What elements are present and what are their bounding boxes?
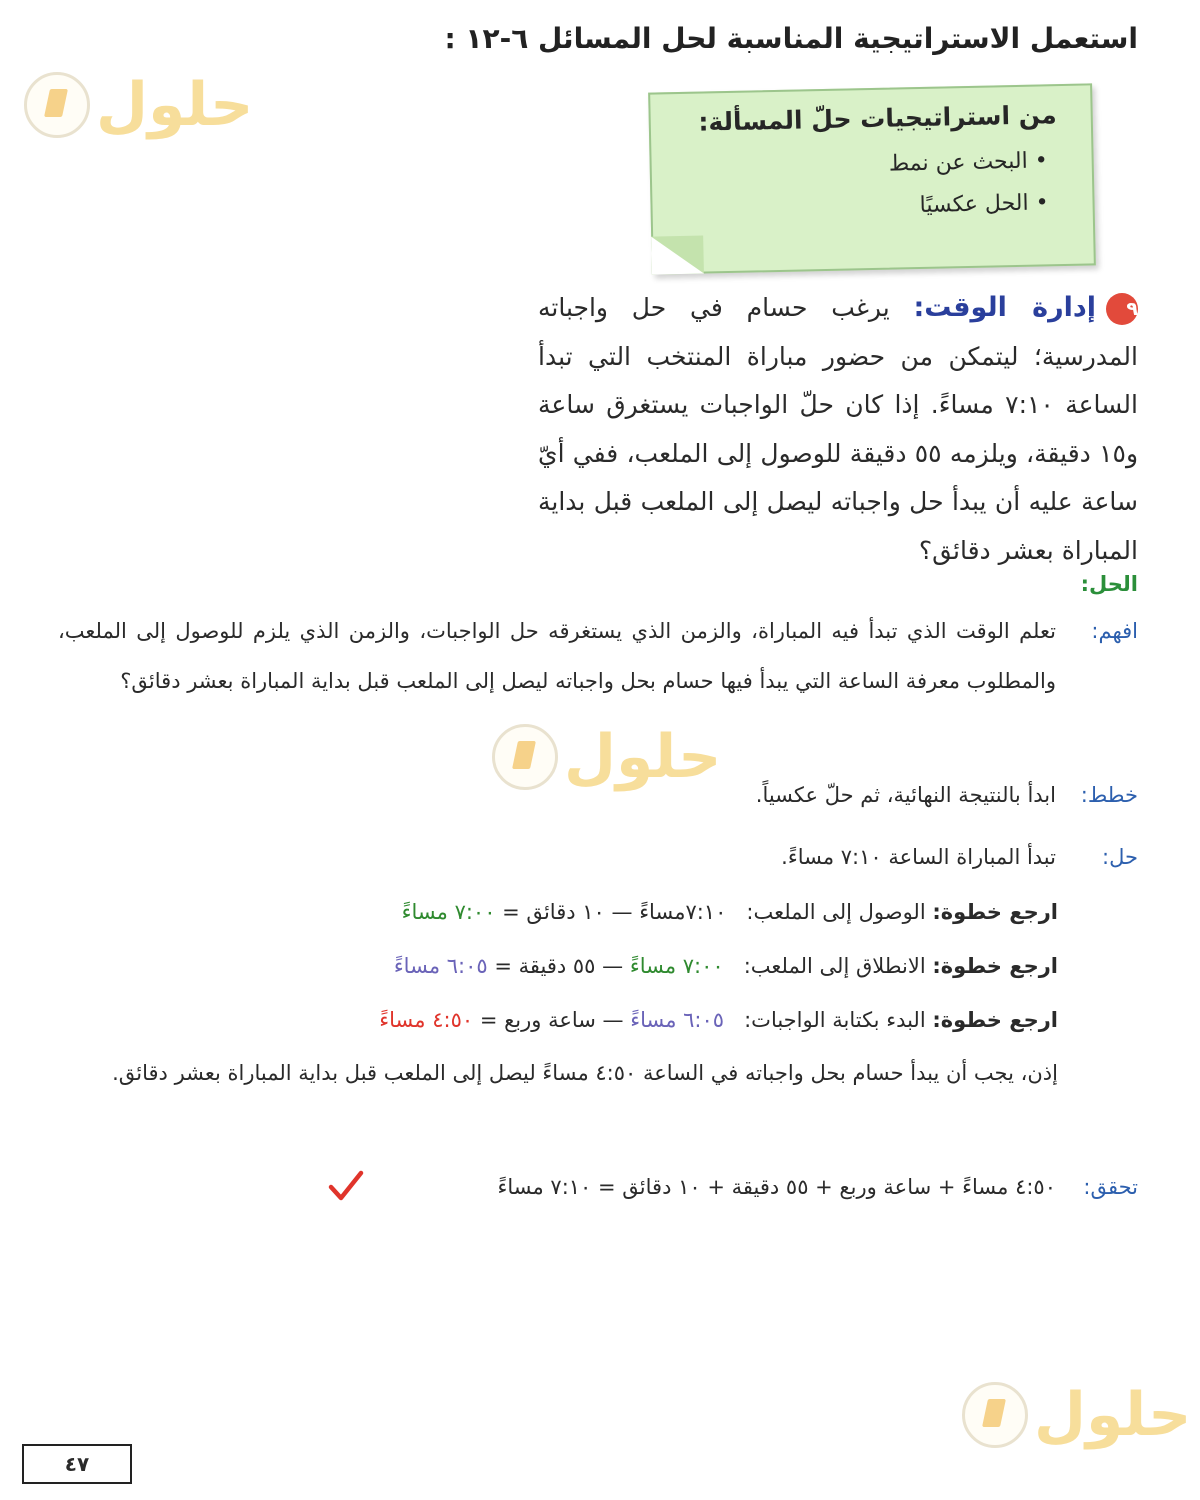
watermark-coin-icon [962,1382,1028,1448]
conclusion-section [58,1048,1058,1098]
step-lead: ارجع خطوة: [932,954,1058,978]
step-result: ٧:٠٠ مساءً [401,900,496,924]
understand-text: تعلم الوقت الذي تبدأ فيه المباراة، والزمن الذي يستغرقه حل الواجبات، والزمن الذي يلزم للوصول إلى الملعب، والمطلوب معرفة الساعة التي يبدأ فيها حسام بحل واجباته ليصل إلى الملعب قبل بداية المباراة بعشر دقائق؟ [58,619,1056,693]
understand-section [58,606,1138,706]
step-operation: — ١٠ دقائق = [495,900,640,924]
check-text: ٤:٥٠ مساءً + ساعة وربع + ٥٥ دقيقة + ١٠ دقائق = ٧:١٠ مساءً [497,1175,1056,1199]
step-lead: ارجع خطوة: [932,1008,1058,1032]
watermark-logo [962,1380,1191,1450]
step-desc: البدء بكتابة الواجبات: [744,1008,926,1032]
step-operation: — ٥٥ دقيقة = [487,954,630,978]
step-start-time: ٧:٠٠ مساءً [629,954,724,978]
problem-number-badge: ٩ [1106,293,1138,325]
solve-label: حل: [1102,845,1138,869]
strategy-note-title: من استراتيجيات حلّ المسألة: [698,100,1057,137]
step-desc: الانطلاق إلى الملعب: [743,954,926,978]
step-row [379,1000,1058,1040]
check-label: تحقق: [1083,1175,1138,1199]
solve-section [58,832,1138,882]
watermark-logo [24,70,253,140]
check-section [58,1162,1138,1212]
plan-text: ابدأ بالنتيجة النهائية، ثم حلّ عكسياً. [755,783,1056,807]
strategy-item: • الحل عكسيًا [919,190,1049,219]
understand-label: افهم: [1091,619,1138,643]
problem-block [538,284,1138,575]
step-result: ٤:٥٠ مساءً [379,1008,474,1032]
plan-section [58,770,1138,820]
strategy-item: • البحث عن نمط [888,148,1048,177]
conclusion-text: إذن، يجب أن يبدأ حسام بحل واجباته في الساعة ٤:٥٠ مساءً ليصل إلى الملعب قبل بداية المباراة بعشر دقائق. [112,1061,1058,1085]
step-operation: — ساعة وربع = [473,1008,631,1032]
step-row [402,892,1058,932]
watermark-text: حلول [1034,1380,1192,1450]
step-start-time: ٦:٠٥ مساءً [630,1008,725,1032]
checkmark-icon [328,1168,364,1204]
watermark-coin-icon [24,72,90,138]
solution-title: الحل: [1080,572,1138,596]
problem-text: يرغب حسام في حل واجباته المدرسية؛ ليتمكن من حضور مباراة المنتخب التي تبدأ الساعة ٧:١٠ مساءً. إذا كان حلّ الواجبات يستغرق ساعة و١٥ دقيقة، ويلزمه ٥٥ دقيقة للوصول إلى الملعب، ففي أيّ ساعة عليه أن يبدأ حل واجباته ليصل إلى الملعب قبل بداية المباراة بعشر دقائق؟ [538,293,1139,565]
step-start-time: ٧:١٠مساءً [639,900,727,924]
step-row [394,946,1058,986]
note-folded-corner [651,236,704,275]
step-desc: الوصول إلى الملعب: [746,900,926,924]
page-number: ٤٧ [22,1444,132,1484]
plan-label: خطط: [1080,783,1138,807]
problem-title: إدارة الوقت: [913,292,1096,323]
watermark-text: حلول [96,70,254,140]
watermark-text: حلول [564,722,722,792]
solve-text: تبدأ المباراة الساعة ٧:١٠ مساءً. [781,845,1056,869]
step-result: ٦:٠٥ مساءً [393,954,488,978]
step-lead: ارجع خطوة: [932,900,1058,924]
exercise-header: استعمل الاستراتيجية المناسبة لحل المسائل ٦-١٢ : [444,22,1138,55]
strategy-sticky-note [648,83,1096,274]
